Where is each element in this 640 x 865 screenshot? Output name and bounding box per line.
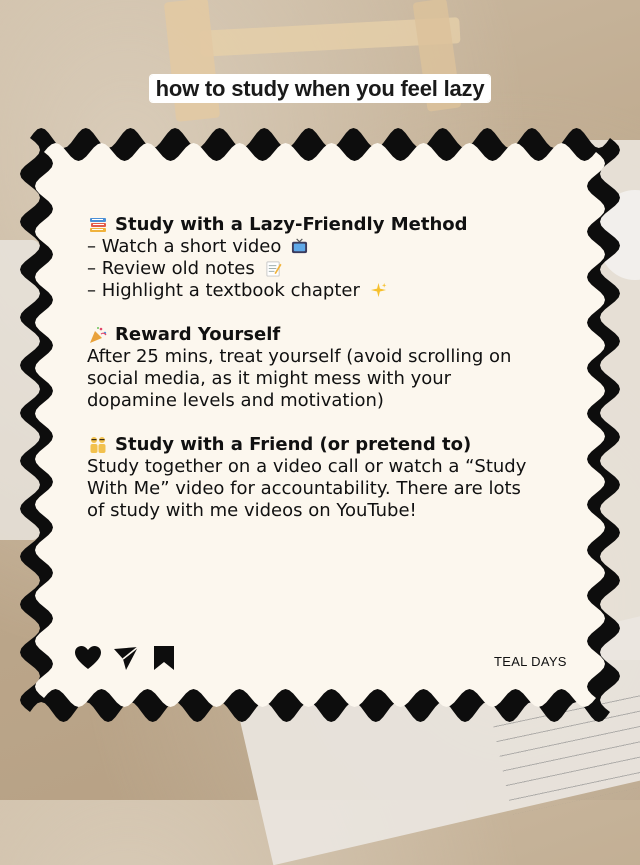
list-item xyxy=(87,280,527,302)
section-lazy-method xyxy=(87,214,527,302)
section-study-friend xyxy=(87,434,527,522)
section-heading xyxy=(87,214,527,236)
memo-icon xyxy=(265,260,282,277)
section-heading-text: Study with a Lazy-Friendly Method xyxy=(115,214,468,235)
books-icon xyxy=(89,216,107,234)
list-item xyxy=(87,258,527,280)
section-body: After 25 mins, treat yourself (avoid scrolling on social media, as it might mess with your dopamine levels and motivation) xyxy=(87,346,512,411)
sparkles-icon xyxy=(370,282,387,299)
bookmark-icon xyxy=(151,645,177,671)
heart-icon xyxy=(74,645,102,671)
television-icon xyxy=(291,238,308,255)
share-button[interactable] xyxy=(112,645,140,671)
card-content xyxy=(87,214,527,544)
section-heading-text: Study with a Friend (or pretend to) xyxy=(115,434,472,455)
list-item-text: – Highlight a textbook chapter xyxy=(87,280,360,301)
list-item-text: – Watch a short video xyxy=(87,236,282,257)
card-actions xyxy=(74,645,178,671)
section-heading-text: Reward Yourself xyxy=(115,324,281,345)
list-item xyxy=(87,236,527,258)
title-text: how to study when you feel lazy xyxy=(150,75,491,102)
section-reward xyxy=(87,324,527,412)
like-button[interactable] xyxy=(74,645,102,671)
bookmark-button[interactable] xyxy=(150,645,178,671)
party-popper-icon xyxy=(89,326,107,344)
two-people-icon xyxy=(89,436,107,454)
section-body: Study together on a video call or watch a “Study With Me” video for accountability. There are lots of study with me videos on YouTube! xyxy=(87,456,527,521)
brand-label: TEAL DAYS xyxy=(494,654,567,669)
send-icon xyxy=(112,645,140,671)
list-item-text: – Review old notes xyxy=(87,258,255,279)
section-heading xyxy=(87,434,527,456)
section-heading xyxy=(87,324,527,346)
